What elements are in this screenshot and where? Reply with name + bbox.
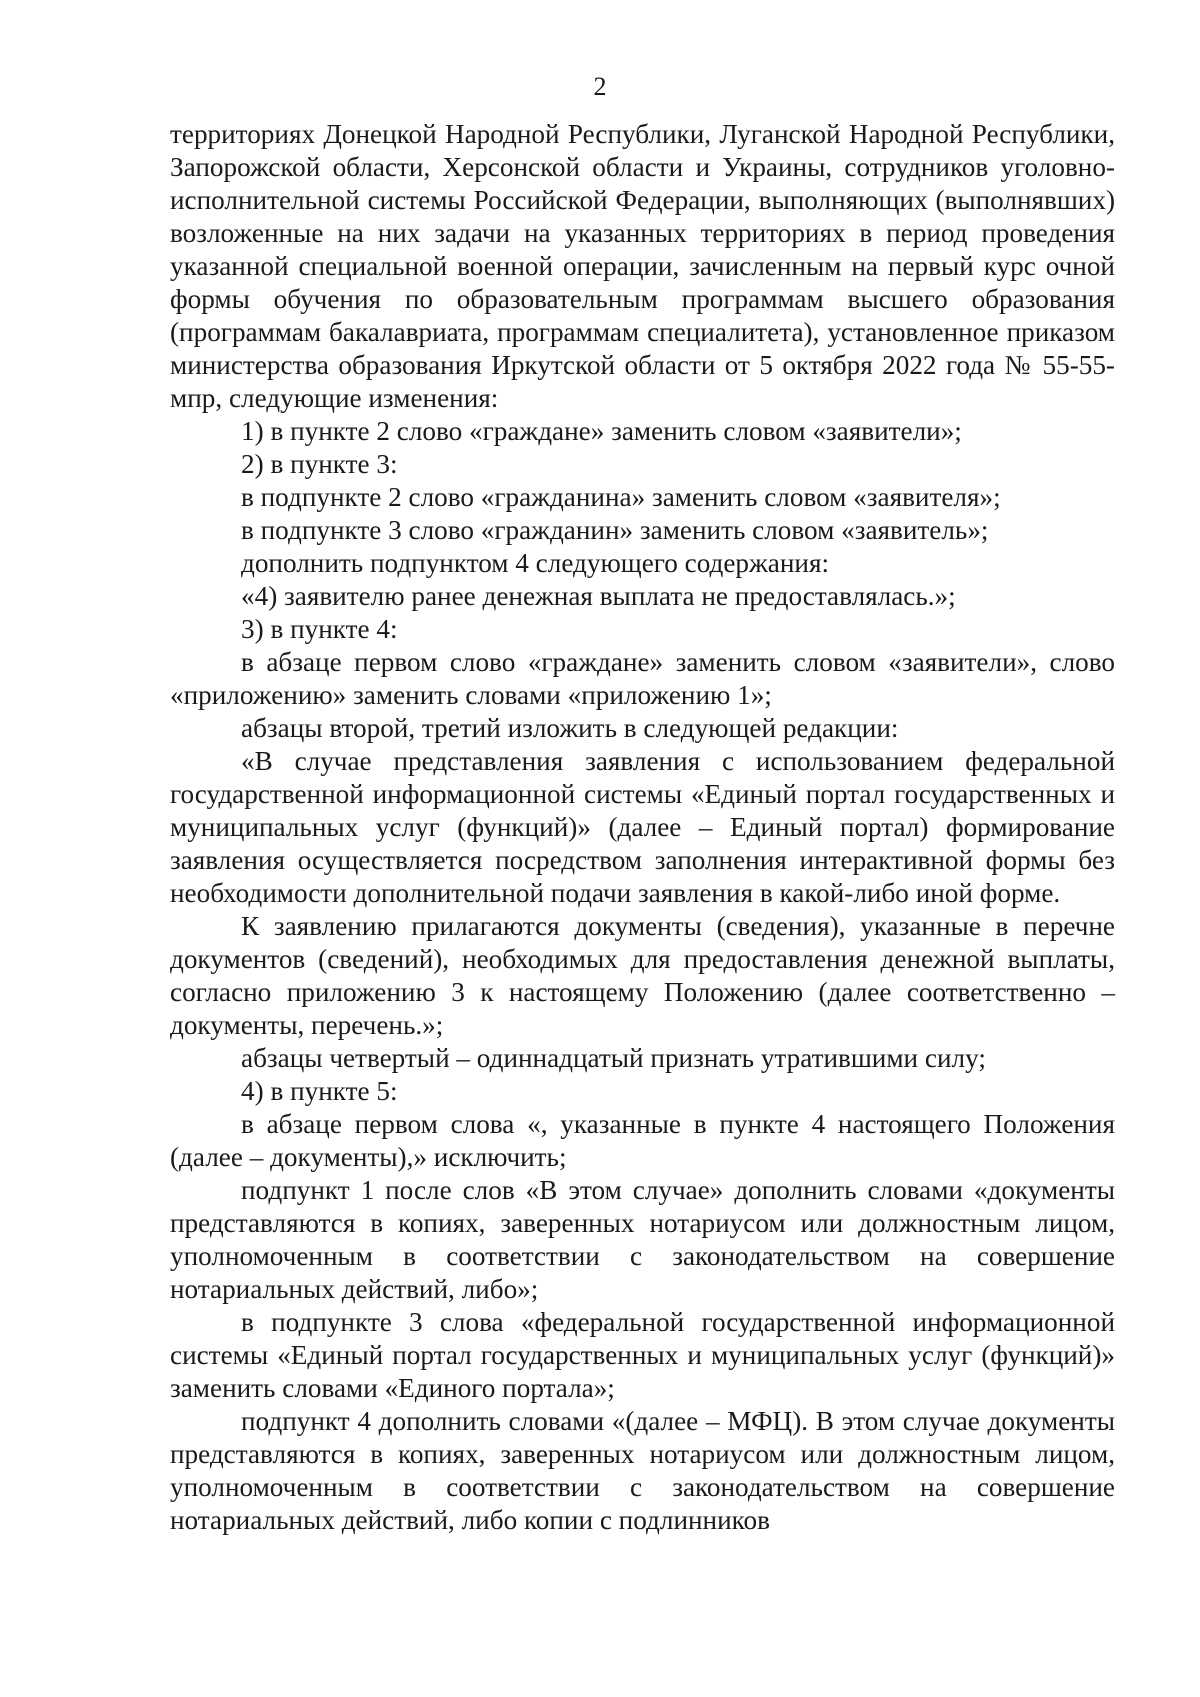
paragraph: 4) в пункте 5: [241, 1076, 398, 1106]
paragraph: «В случае представления заявления с использованием федеральной государственной информационной системы «Единый портал государственных и муниципальных услуг (функций)» (далее – Единый портал) формирование заявления осуществляется посредством заполнения интерактивной формы без необходимости дополнительной подачи заявления в какой-либо иной форме. [170, 746, 1115, 908]
paragraph: территориях Донецкой Народной Республики, Луганской Народной Республики, Запорожской области, Херсонской области и Украины, сотрудников уголовно-исполнительной системы Российской Федерации, выполняющих (выполнявших) возложенные на них задачи на указанных территориях в период проведения указанной специальной военной операции, зачисленным на первый курс очной формы обучения по образовательным программам высшего образования (программам бакалавриата, программам специалитета), установленное приказом министерства образования Иркутской области от 5 октября 2022 года № 55-55-мпр, следующие изменения: [170, 119, 1115, 413]
paragraph: 3) в пункте 4: [241, 614, 398, 644]
paragraph: абзацы второй, третий изложить в следующей редакции: [241, 713, 899, 743]
document-body [170, 118, 1115, 1537]
paragraph: в подпункте 3 слова «федеральной государственной информационной системы «Единый портал государственных и муниципальных услуг (функций)» заменить словами «Единого портала»; [170, 1307, 1115, 1403]
paragraph: К заявлению прилагаются документы (сведения), указанные в перечне документов (сведений), необходимых для предоставления денежной выплаты, согласно приложению 3 к настоящему Положению (далее соответственно – документы, перечень.»; [170, 911, 1115, 1040]
paragraph: 1) в пункте 2 слово «граждане» заменить словом «заявители»; [241, 416, 962, 446]
paragraph: дополнить подпунктом 4 следующего содержания: [241, 548, 830, 578]
paragraph: в подпункте 2 слово «гражданина» заменить словом «заявителя»; [241, 482, 1001, 512]
paragraph: подпункт 1 после слов «В этом случае» дополнить словами «документы представляются в копиях, заверенных нотариусом или должностным лицом, уполномоченным в соответствии с законодательством на совершение нотариальных действий, либо»; [170, 1175, 1115, 1304]
paragraph: в абзаце первом слова «, указанные в пункте 4 настоящего Положения (далее – документы),» исключить; [170, 1109, 1115, 1172]
paragraph: «4) заявителю ранее денежная выплата не предоставлялась.»; [241, 581, 956, 611]
paragraph: абзацы четвертый – одиннадцатый признать утратившими силу; [241, 1043, 986, 1073]
paragraph: 2) в пункте 3: [241, 449, 398, 479]
paragraph: в подпункте 3 слово «гражданин» заменить словом «заявитель»; [241, 515, 989, 545]
paragraph: подпункт 4 дополнить словами «(далее – МФЦ). В этом случае документы представляются в копиях, заверенных нотариусом или должностным лицом, уполномоченным в соответствии с законодательством на совершение нотариальных действий, либо копии с подлинников [170, 1406, 1115, 1535]
paragraph: в абзаце первом слово «граждане» заменить словом «заявители», слово «приложению» заменить словами «приложению 1»; [170, 647, 1115, 710]
page-number: 2 [593, 72, 607, 101]
